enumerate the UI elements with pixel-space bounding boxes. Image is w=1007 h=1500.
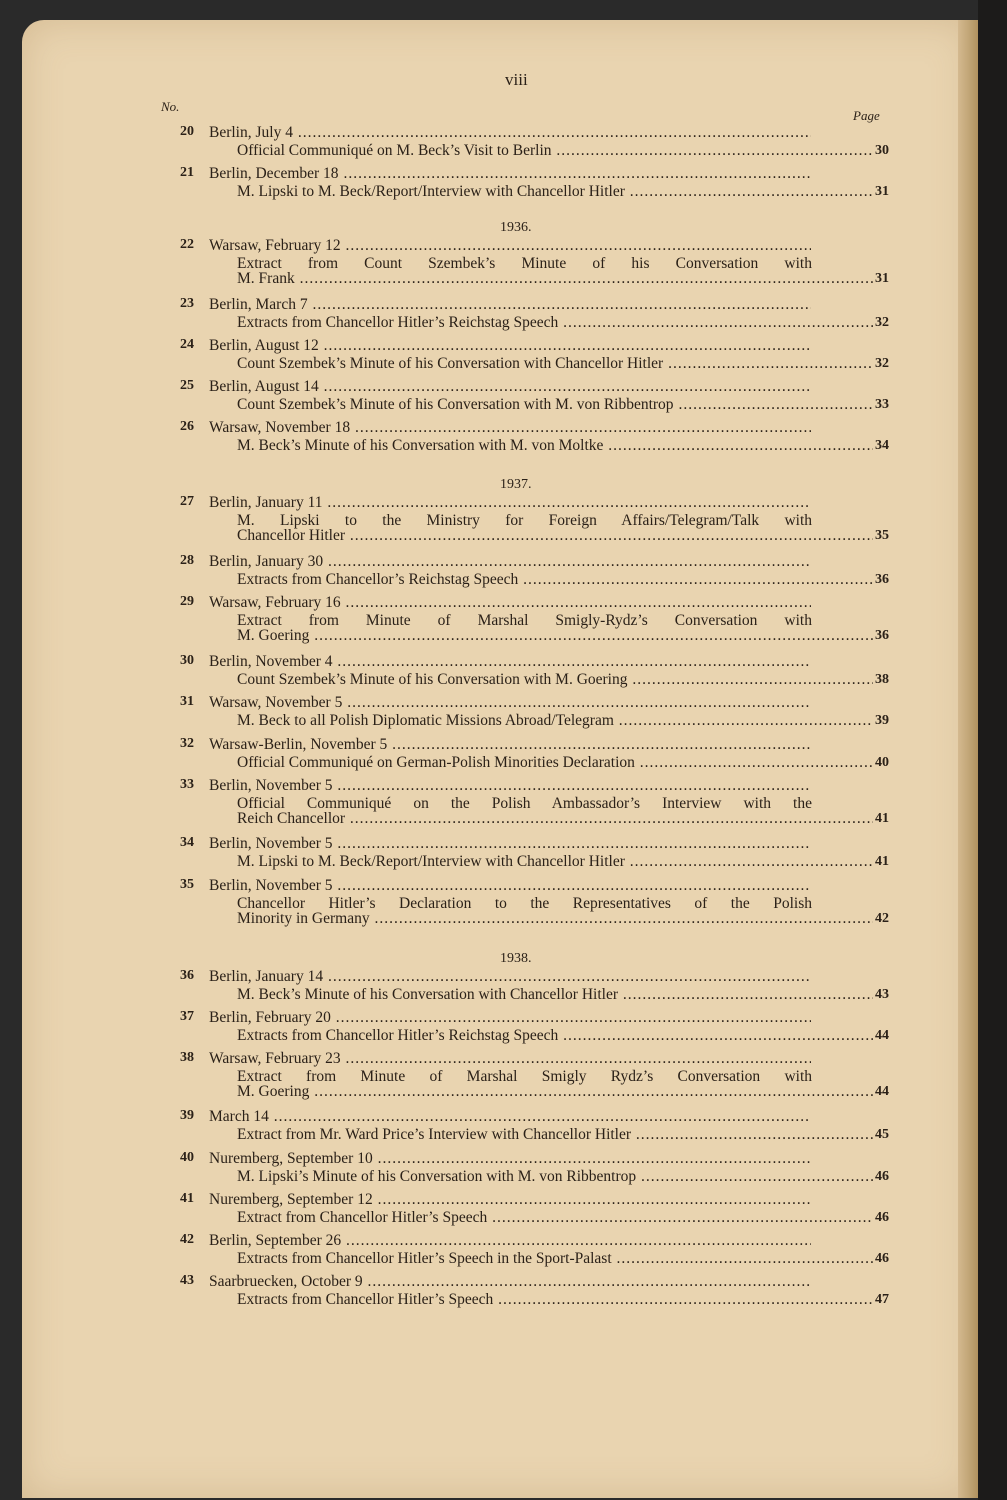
entry-title: Reich Chancellor ..... bbox=[237, 810, 889, 827]
entry-title: M. Beck to all Polish Diplomatic Missions Abroad/Telegram ..... bbox=[237, 712, 889, 729]
entry-title: Extracts from Chancellor’s Reichstag Speech ..... bbox=[237, 571, 889, 588]
entry-number: 39 bbox=[180, 1108, 194, 1123]
entry-place: Berlin, November 5 ..... bbox=[209, 877, 811, 894]
entry-number: 30 bbox=[180, 653, 194, 668]
entry-page-number: 45 bbox=[873, 1125, 889, 1145]
year-heading: 1938. bbox=[500, 951, 532, 966]
entry-heading bbox=[209, 493, 811, 513]
entry-heading bbox=[209, 735, 811, 755]
entry-heading bbox=[209, 552, 811, 572]
scan-border bbox=[978, 0, 1007, 1500]
entry-place: Berlin, August 12 ..... bbox=[209, 337, 811, 354]
entry-place: Saarbruecken, October 9 ..... bbox=[209, 1273, 811, 1290]
entry-title: M. Goering ..... bbox=[237, 1083, 889, 1100]
entry-place: Warsaw, November 5 ..... bbox=[209, 694, 811, 711]
entry-number: 23 bbox=[180, 296, 194, 311]
entry-place: Berlin, November 5 ..... bbox=[209, 777, 811, 794]
entry-title: M. Frank ..... bbox=[237, 270, 889, 287]
entry-page-number: 41 bbox=[873, 852, 889, 872]
entry-page-number: 46 bbox=[873, 1208, 889, 1228]
entry-place: Warsaw-Berlin, November 5 ..... bbox=[209, 736, 811, 753]
entry-number: 35 bbox=[180, 877, 194, 892]
entry-description bbox=[237, 670, 889, 690]
entry-heading bbox=[209, 1190, 811, 1210]
entry-title: Extracts from Chancellor Hitler’s Speech in the Sport-Palast ..... bbox=[237, 1250, 889, 1267]
entry-heading bbox=[209, 418, 811, 438]
entry-place: Berlin, January 14 ..... bbox=[209, 968, 811, 985]
entry-number: 38 bbox=[180, 1050, 194, 1065]
entry-description bbox=[237, 1249, 889, 1269]
entry-heading bbox=[209, 876, 811, 896]
entry-description bbox=[237, 182, 889, 202]
entry-number: 42 bbox=[180, 1232, 194, 1247]
entry-place: Warsaw, November 18 ..... bbox=[209, 419, 811, 436]
entry-number: 36 bbox=[180, 968, 194, 983]
entry-description bbox=[237, 313, 889, 333]
entry-heading bbox=[209, 1049, 811, 1069]
entry-description bbox=[237, 526, 889, 546]
entry-title: Extracts from Chancellor Hitler’s Reichstag Speech ..... bbox=[237, 314, 889, 331]
entry-number: 27 bbox=[180, 494, 194, 509]
entry-number: 25 bbox=[180, 378, 194, 393]
entry-description bbox=[237, 711, 889, 731]
entry-place: Berlin, November 4 ..... bbox=[209, 653, 811, 670]
year-heading: 1936. bbox=[500, 220, 532, 235]
entry-description bbox=[237, 1167, 889, 1187]
entry-description bbox=[237, 1026, 889, 1046]
entry-heading bbox=[209, 164, 811, 184]
entry-title: M. Lipski’s Minute of his Conversation with M. von Ribbentrop ..... bbox=[237, 1168, 889, 1185]
entry-page-number: 35 bbox=[873, 526, 889, 546]
entry-description bbox=[237, 436, 889, 456]
entry-description-line: Extract from Count Szembek’s Minute of his Conversation with bbox=[237, 255, 812, 272]
entry-heading bbox=[209, 1231, 811, 1251]
entry-description-line: Official Communiqué on the Polish Ambassador’s Interview with the bbox=[237, 795, 812, 812]
entry-page-number: 31 bbox=[873, 269, 889, 289]
entry-page-number: 42 bbox=[873, 909, 889, 929]
entry-page-number: 36 bbox=[873, 570, 889, 590]
entry-number: 34 bbox=[180, 835, 194, 850]
entry-heading bbox=[209, 236, 811, 256]
entry-description bbox=[237, 1082, 889, 1102]
entry-number: 33 bbox=[180, 777, 194, 792]
entry-number: 29 bbox=[180, 594, 194, 609]
entry-place: Berlin, November 5 ..... bbox=[209, 835, 811, 852]
entry-heading bbox=[209, 123, 811, 143]
entry-title: Extracts from Chancellor Hitler’s Speech ..... bbox=[237, 1291, 889, 1308]
entry-description bbox=[237, 985, 889, 1005]
entry-number: 24 bbox=[180, 337, 194, 352]
entry-place: Berlin, March 7 ..... bbox=[209, 296, 811, 313]
entry-title: M. Lipski to M. Beck/Report/Interview with Chancellor Hitler ..... bbox=[237, 183, 889, 200]
entry-number: 21 bbox=[180, 165, 194, 180]
entry-description bbox=[237, 753, 889, 773]
entry-number: 28 bbox=[180, 553, 194, 568]
entry-place: Nuremberg, September 12 ..... bbox=[209, 1191, 811, 1208]
entry-number: 32 bbox=[180, 736, 194, 751]
entry-page-number: 34 bbox=[873, 436, 889, 456]
entry-place: Berlin, January 11 ..... bbox=[209, 494, 811, 511]
entry-title: Count Szembek’s Minute of his Conversation with M. von Ribbentrop ..... bbox=[237, 396, 889, 413]
entry-number: 40 bbox=[180, 1150, 194, 1165]
entry-heading bbox=[209, 967, 811, 987]
entry-description bbox=[237, 1208, 889, 1228]
entry-page-number: 46 bbox=[873, 1249, 889, 1269]
entry-page-number: 39 bbox=[873, 711, 889, 731]
entry-title: Minority in Germany ..... bbox=[237, 910, 889, 927]
entry-place: Warsaw, February 23 ..... bbox=[209, 1050, 811, 1067]
entry-page-number: 33 bbox=[873, 395, 889, 415]
entry-number: 22 bbox=[180, 237, 194, 252]
entry-page-number: 38 bbox=[873, 670, 889, 690]
entry-description bbox=[237, 626, 889, 646]
entry-number: 26 bbox=[180, 419, 194, 434]
entry-description bbox=[237, 395, 889, 415]
entry-description-line: Chancellor Hitler’s Declaration to the Representatives of the Polish bbox=[237, 895, 812, 912]
year-heading: 1937. bbox=[500, 477, 532, 492]
entry-title: M. Goering ..... bbox=[237, 627, 889, 644]
entry-title: Count Szembek’s Minute of his Conversation with M. Goering ..... bbox=[237, 671, 889, 688]
column-label-no: No. bbox=[161, 99, 180, 114]
entry-heading bbox=[209, 377, 811, 397]
entry-number: 41 bbox=[180, 1191, 194, 1206]
entry-place: Berlin, July 4 ..... bbox=[209, 124, 811, 141]
entry-title: M. Beck’s Minute of his Conversation with M. von Moltke ..... bbox=[237, 437, 889, 454]
entry-place: Berlin, February 20 ..... bbox=[209, 1009, 811, 1026]
entry-description-line: Extract from Minute of Marshal Smigly Rydz’s Conversation with bbox=[237, 1068, 812, 1085]
entry-heading bbox=[209, 776, 811, 796]
entry-title: Official Communiqué on German-Polish Minorities Declaration ..... bbox=[237, 754, 889, 771]
entry-place: Berlin, August 14 ..... bbox=[209, 378, 811, 395]
page-number: viii bbox=[505, 70, 528, 89]
entry-page-number: 41 bbox=[873, 809, 889, 829]
entry-title: Chancellor Hitler ..... bbox=[237, 527, 889, 544]
entry-page-number: 44 bbox=[873, 1082, 889, 1102]
entry-page-number: 43 bbox=[873, 985, 889, 1005]
entry-page-number: 30 bbox=[873, 141, 889, 161]
entry-description bbox=[237, 570, 889, 590]
entry-page-number: 32 bbox=[873, 354, 889, 374]
entry-number: 31 bbox=[180, 694, 194, 709]
entry-heading bbox=[209, 1008, 811, 1028]
entry-place: March 14 ..... bbox=[209, 1108, 811, 1125]
entry-description-line: M. Lipski to the Ministry for Foreign Affairs/Telegram/Talk with bbox=[237, 512, 812, 529]
entry-title: Extract from Mr. Ward Price’s Interview with Chancellor Hitler ..... bbox=[237, 1126, 889, 1143]
entry-place: Berlin, September 26 ..... bbox=[209, 1232, 811, 1249]
entry-number: 43 bbox=[180, 1273, 194, 1288]
entry-description-line: Extract from Minute of Marshal Smigly-Rydz’s Conversation with bbox=[237, 612, 812, 629]
entry-description bbox=[237, 1125, 889, 1145]
entry-description bbox=[237, 141, 889, 161]
entry-page-number: 44 bbox=[873, 1026, 889, 1046]
column-label-page: Page bbox=[853, 108, 880, 123]
entry-page-number: 32 bbox=[873, 313, 889, 333]
entry-description bbox=[237, 1290, 889, 1310]
page-edge bbox=[958, 20, 978, 1498]
entry-description bbox=[237, 852, 889, 872]
entry-heading bbox=[209, 1272, 811, 1292]
entry-heading bbox=[209, 693, 811, 713]
entry-place: Nuremberg, September 10 ..... bbox=[209, 1150, 811, 1167]
entry-description bbox=[237, 909, 889, 929]
entry-number: 37 bbox=[180, 1009, 194, 1024]
entry-place: Berlin, December 18 ..... bbox=[209, 165, 811, 182]
entry-page-number: 47 bbox=[873, 1290, 889, 1310]
entry-title: Count Szembek’s Minute of his Conversation with Chancellor Hitler ..... bbox=[237, 355, 889, 372]
entry-page-number: 36 bbox=[873, 626, 889, 646]
entry-description bbox=[237, 809, 889, 829]
entry-page-number: 46 bbox=[873, 1167, 889, 1187]
entry-heading bbox=[209, 336, 811, 356]
entry-title: Extract from Chancellor Hitler’s Speech ..... bbox=[237, 1209, 889, 1226]
entry-heading bbox=[209, 593, 811, 613]
entry-title: M. Beck’s Minute of his Conversation with Chancellor Hitler ..... bbox=[237, 986, 889, 1003]
entry-title: Extracts from Chancellor Hitler’s Reichstag Speech ..... bbox=[237, 1027, 889, 1044]
entry-title: Official Communiqué on M. Beck’s Visit to Berlin ..... bbox=[237, 142, 889, 159]
entry-description bbox=[237, 354, 889, 374]
entry-heading bbox=[209, 1107, 811, 1127]
entry-heading bbox=[209, 652, 811, 672]
entry-heading bbox=[209, 1149, 811, 1169]
entry-place: Warsaw, February 16 ..... bbox=[209, 594, 811, 611]
entry-heading bbox=[209, 295, 811, 315]
entry-heading bbox=[209, 834, 811, 854]
entry-place: Berlin, January 30 ..... bbox=[209, 553, 811, 570]
entry-page-number: 40 bbox=[873, 753, 889, 773]
entry-number: 20 bbox=[180, 124, 194, 139]
entry-place: Warsaw, February 12 ..... bbox=[209, 237, 811, 254]
entry-page-number: 31 bbox=[873, 182, 889, 202]
entry-title: M. Lipski to M. Beck/Report/Interview with Chancellor Hitler ..... bbox=[237, 853, 889, 870]
entry-description bbox=[237, 269, 889, 289]
